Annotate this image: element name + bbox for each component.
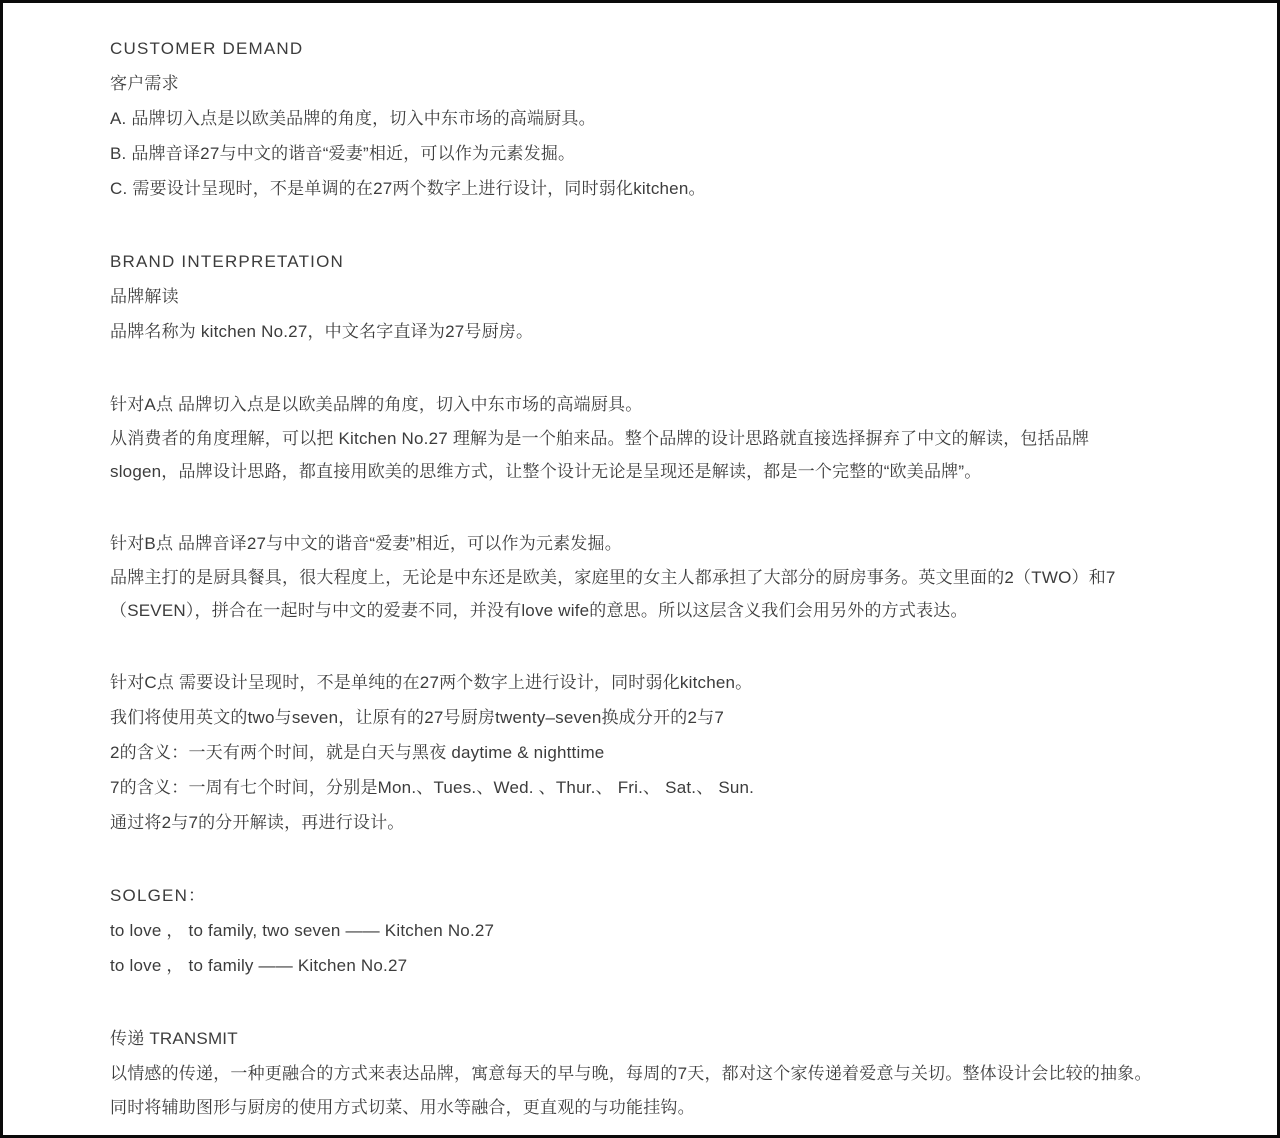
- section-spacer: [110, 627, 1181, 665]
- point-c-body-line2: 2的含义：一天有两个时间，就是白天与黑夜 daytime & nighttime: [110, 743, 605, 762]
- customer-demand-title-en: CUSTOMER DEMAND: [110, 39, 304, 58]
- document-content: [3, 3, 1277, 1124]
- brand-interpretation-title-zh: 品牌解读: [110, 287, 179, 306]
- slogan-title: SOLGEN：: [110, 886, 207, 905]
- point-c-heading: 针对C点 需要设计呈现时，不是单纯的在27两个数字上进行设计，同时弱化kitchen。: [110, 673, 753, 692]
- point-a-heading: 针对A点 品牌切入点是以欧美品牌的角度，切入中东市场的高端厨具。: [110, 395, 643, 414]
- section-spacer: [110, 840, 1181, 878]
- slogan-line2: to love ， to family —— Kitchen No.27: [110, 956, 408, 975]
- point-c-body-line1: 我们将使用英文的two与seven，让原有的27号厨房twenty–seven换成分开的2与7: [110, 708, 724, 727]
- point-c-body-line4: 通过将2与7的分开解读，再进行设计。: [110, 813, 405, 832]
- transmit-title: 传递 TRANSMIT: [110, 1029, 238, 1048]
- section-spacer: [110, 206, 1181, 244]
- point-c-body-line3: 7的含义：一周有七个时间，分别是Mon.、Tues.、Wed. 、Thur.、 Fri.、 Sat.、 Sun.: [110, 778, 755, 797]
- section-spacer: [110, 349, 1181, 387]
- point-b-body-line2: （SEVEN），拼合在一起时与中文的爱妻不同，并没有love wife的意思。所以这层含义我们会用另外的方式表达。: [110, 601, 968, 620]
- point-a-body-line2: slogen，品牌设计思路，都直接用欧美的思维方式，让整个设计无论是呈现还是解读，都是一个完整的“欧美品牌”。: [110, 462, 982, 481]
- point-b-heading: 针对B点 品牌音译27与中文的谐音“爱妻”相近，可以作为元素发掘。: [110, 534, 622, 553]
- brand-interpretation-title-en: BRAND INTERPRETATION: [110, 252, 344, 271]
- point-b-body-line1: 品牌主打的是厨具餐具，很大程度上，无论是中东还是欧美，家庭里的女主人都承担了大部分的厨房事务。英文里面的2（TWO）和7: [110, 568, 1116, 587]
- transmit-body-line2: 同时将辅助图形与厨房的使用方式切菜、用水等融合，更直观的与功能挂钩。: [110, 1098, 695, 1117]
- customer-demand-item-b: B. 品牌音译27与中文的谐音“爱妻”相近，可以作为元素发掘。: [110, 144, 576, 163]
- transmit-body-line1: 以情感的传递，一种更融合的方式来表达品牌，寓意每天的早与晚，每周的7天，都对这个家传递着爱意与关切。整体设计会比较的抽象。: [110, 1064, 1152, 1083]
- customer-demand-title-zh: 客户需求: [110, 74, 179, 93]
- customer-demand-item-c: C. 需要设计呈现时，不是单调的在27两个数字上进行设计，同时弱化kitchen。: [110, 179, 706, 198]
- point-a-body-line1: 从消费者的角度理解，可以把 Kitchen No.27 理解为是一个舶来品。整个品牌的设计思路就直接选择摒弃了中文的解读，包括品牌: [110, 429, 1090, 448]
- slogan-line1: to love ， to family, two seven —— Kitchen No.27: [110, 921, 495, 940]
- customer-demand-item-a: A. 品牌切入点是以欧美品牌的角度，切入中东市场的高端厨具。: [110, 109, 596, 128]
- section-spacer: [110, 983, 1181, 1021]
- brand-name-line: 品牌名称为 kitchen No.27，中文名字直译为27号厨房。: [110, 322, 534, 341]
- section-spacer: [110, 488, 1181, 526]
